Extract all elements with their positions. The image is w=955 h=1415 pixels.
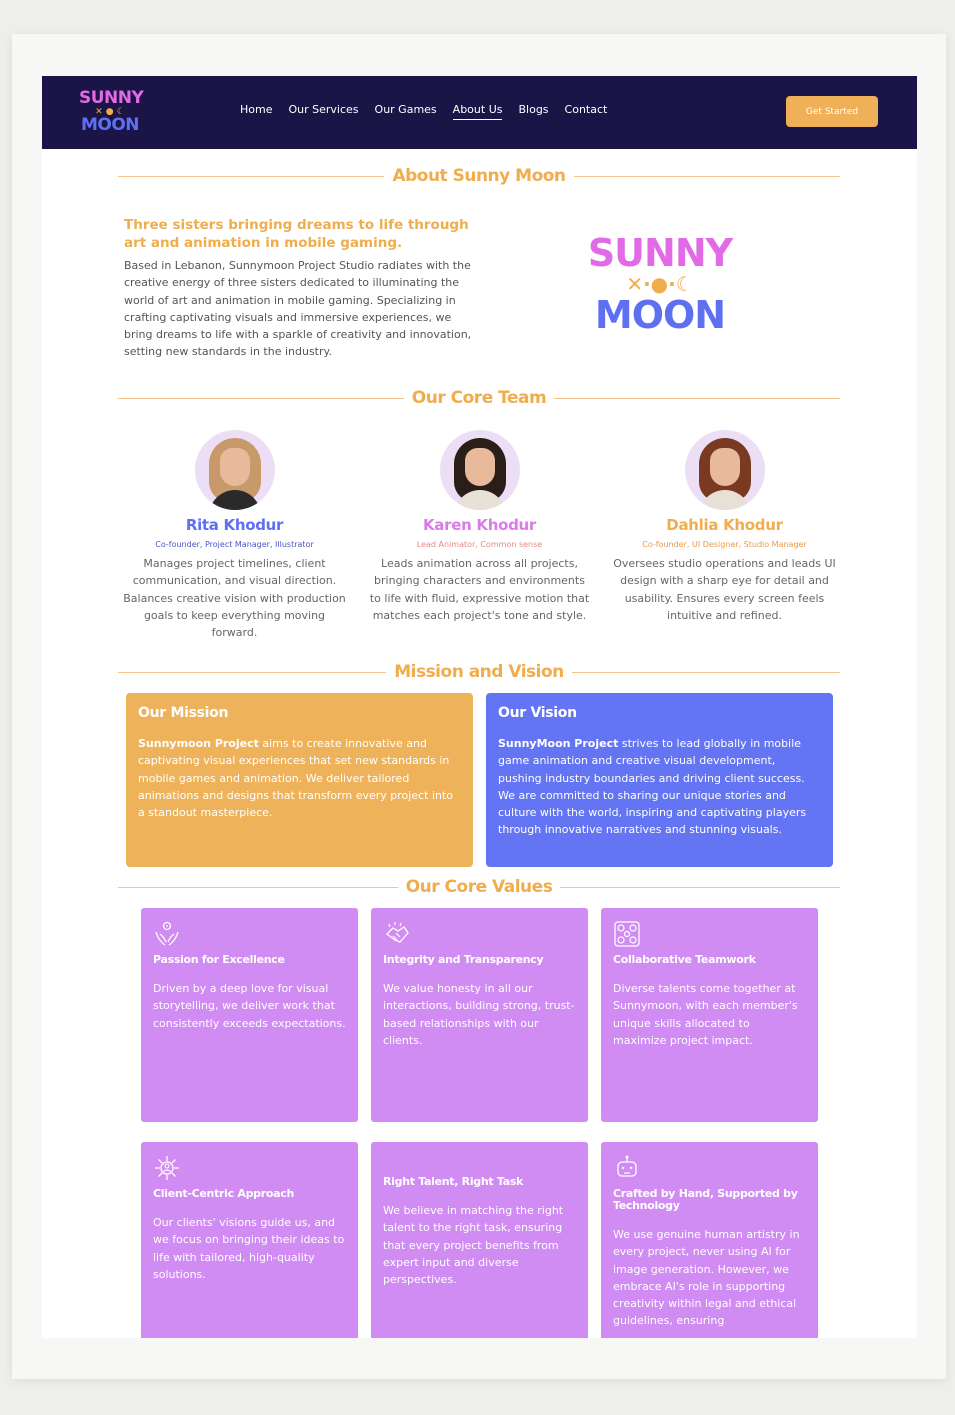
value-card-integrity xyxy=(371,908,588,1122)
logo-symbols: ✕·●·☾ xyxy=(626,272,694,296)
vision-text xyxy=(498,735,821,839)
mission-text xyxy=(138,735,461,821)
nav-link-about[interactable]: About Us xyxy=(453,103,503,120)
robot-icon xyxy=(613,1154,641,1182)
avatar xyxy=(685,430,765,510)
about-section-title xyxy=(118,164,840,188)
get-started-button[interactable]: Get Started xyxy=(786,96,878,127)
value-text: We use genuine human artistry in every project, never using AI for image generation. However, we embrace AI's role in supporting creativity within legal and ethical guidelines, ensuring xyxy=(613,1228,800,1328)
top-navbar xyxy=(42,76,917,149)
value-title: Collaborative Teamwork xyxy=(613,953,756,966)
hands-heart-icon xyxy=(153,920,181,948)
divider-line xyxy=(118,672,386,673)
about-body-text: Based in Lebanon, Sunnymoon Project Studio radiates with the creative energy of three sisters dedicated to illuminating the world of art and animation in mobile gaming. Specializing in crafting captivating visuals and immersive experiences, we bring dreams to life with a sparkle of creativity and innovation, setting new standards in the industry. xyxy=(124,259,472,359)
section-heading: Our Core Team xyxy=(411,388,547,408)
value-card-passion xyxy=(141,908,358,1122)
member-role: Lead Animator, Common sense xyxy=(416,540,543,549)
logo-word-top: SUNNY xyxy=(79,88,144,108)
team-section-title xyxy=(118,386,840,410)
vision-body: strives to lead globally in mobile game animation and creative visual development, pushing industry boundaries and driving client success. We are committed to sharing our unique stories and culture with the world, inspiring and captivating players through innovative narratives and stunning visuals. xyxy=(498,737,807,837)
nav-link-contact[interactable]: Contact xyxy=(564,103,608,116)
member-description: Manages project timelines, client communication, and visual direction. Balances creative vision with production goals to keep everything moving forward. xyxy=(123,557,346,640)
value-text: Our clients' visions guide us, and we focus on bringing their ideas to life with tailored, high-quality solutions. xyxy=(153,1216,345,1281)
section-heading: About Sunny Moon xyxy=(392,166,566,186)
vision-lead: SunnyMoon Project xyxy=(498,737,619,750)
nav-link-services[interactable]: Our Services xyxy=(288,103,359,116)
section-heading: Our Core Values xyxy=(405,877,553,897)
member-description: Oversees studio operations and leads UI design with a sharp eye for detail and usability. Ensures every screen feels intuitive and refined. xyxy=(613,557,836,622)
logo-word-bottom: MOON xyxy=(80,115,140,135)
team-member-dahlia xyxy=(612,430,837,624)
team-icon xyxy=(613,920,641,948)
values-section-title xyxy=(118,875,840,899)
nav-link-games[interactable]: Our Games xyxy=(374,103,437,116)
sunny-moon-logo xyxy=(582,231,738,337)
mission-title: Our Mission xyxy=(138,705,229,721)
vision-title: Our Vision xyxy=(498,705,577,721)
member-role: Co-founder, UI Designer, Studio Manager xyxy=(642,540,807,549)
value-card-talent xyxy=(371,1142,588,1338)
team-member-karen xyxy=(367,430,592,624)
value-text: We value honesty in all our interactions, building strong, trust-based relationships with our clients. xyxy=(383,982,575,1047)
member-description: Leads animation across all projects, bringing characters and environments to life with fluid, expressive motion that matches each project's tone and style. xyxy=(369,557,590,622)
logo-word-top: SUNNY xyxy=(587,231,733,275)
value-text: Driven by a deep love for visual storytelling, we deliver work that consistently exceeds expectations. xyxy=(153,982,346,1030)
nav-link-blogs[interactable]: Blogs xyxy=(518,103,549,116)
team-member-rita xyxy=(122,430,347,641)
value-card-crafted xyxy=(601,1142,818,1338)
nav-link-home[interactable]: Home xyxy=(240,103,273,116)
handshake-icon xyxy=(383,920,411,948)
value-title: Integrity and Transparency xyxy=(383,953,544,966)
logo-symbols: ✕ ● ☾ xyxy=(95,107,125,117)
divider-line xyxy=(560,887,840,888)
about-heading: Three sisters bringing dreams to life through art and animation in mobile gaming. xyxy=(124,217,469,251)
avatar xyxy=(440,430,520,510)
mission-body: aims to create innovative and captivating visual experiences that set new standards in mobile games and animation. We deliver tailored animations and designs that transform every project into a standout masterpiece. xyxy=(138,737,454,820)
divider-line xyxy=(118,398,404,399)
site-logo[interactable] xyxy=(79,88,144,135)
value-title: Right Talent, Right Task xyxy=(383,1175,524,1188)
logo-word-bottom: MOON xyxy=(594,293,726,337)
webpage xyxy=(42,76,917,1338)
value-card-client xyxy=(141,1142,358,1338)
member-name: Dahlia Khodur xyxy=(666,516,783,534)
nav-links xyxy=(240,103,607,120)
value-text: We believe in matching the right talent to the right task, ensuring that every project benefits from expert input and diverse perspectives. xyxy=(383,1204,564,1287)
section-heading: Mission and Vision xyxy=(394,662,564,682)
divider-line xyxy=(572,672,840,673)
value-card-teamwork xyxy=(601,908,818,1122)
divider-line xyxy=(574,176,840,177)
mission-card xyxy=(126,693,473,867)
mission-lead: Sunnymoon Project xyxy=(138,737,259,750)
value-text: Diverse talents come together at Sunnymoon, with each member's unique skills allocated to maximize project impact. xyxy=(613,982,798,1047)
value-title: Passion for Excellence xyxy=(153,953,285,966)
member-role: Co-founder, Project Manager, Illustrator xyxy=(155,540,314,549)
client-gear-icon xyxy=(153,1154,181,1182)
divider-line xyxy=(554,398,840,399)
vision-card xyxy=(486,693,833,867)
member-name: Rita Khodur xyxy=(185,516,284,534)
member-name: Karen Khodur xyxy=(422,516,537,534)
divider-line xyxy=(118,176,384,177)
value-title: Client-Centric Approach xyxy=(153,1187,295,1200)
divider-line xyxy=(118,887,398,888)
mission-vision-section-title xyxy=(118,660,840,684)
avatar xyxy=(195,430,275,510)
value-title: Crafted by Hand, Supported by Technology xyxy=(613,1187,798,1212)
